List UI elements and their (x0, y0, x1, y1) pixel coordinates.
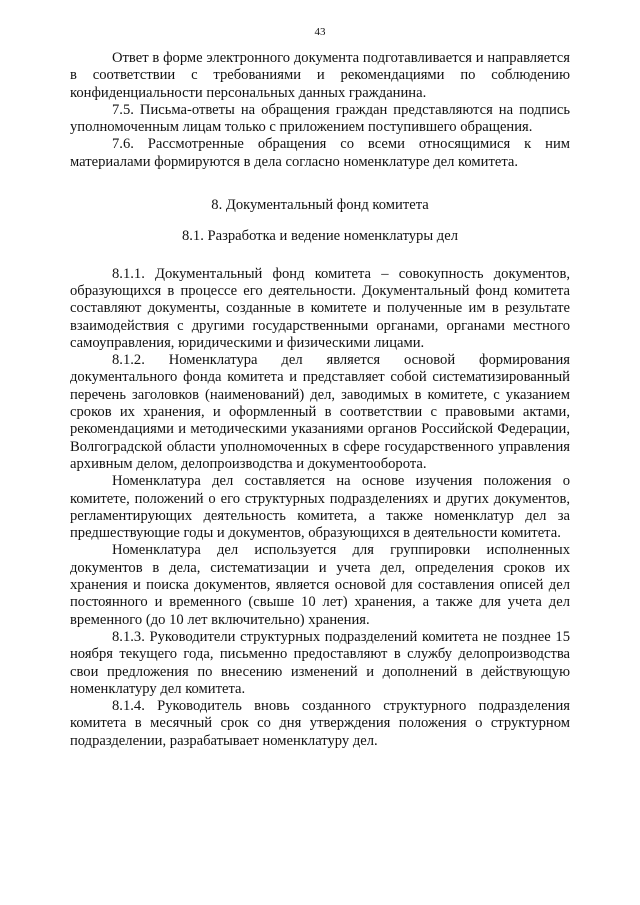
paragraph-8-1-1: 8.1.1. Документальный фонд комитета – совокупность документов, образующихся в процессе его деятельности. Документальный фонд комитета составляют документы, созданные в комитете и полученные им в результате взаимодействия с другими государственными органами, органами местного самоуправления, юридическими и физическими лицами. (70, 265, 570, 351)
page-number: 43 (314, 26, 326, 38)
paragraph-nomenclature-compiled: Номенклатура дел составляется на основе изучения положения о комитете, положений о его структурных подразделениях и других документов, регламентирующих деятельность комитета, а также номенклатур дел за предшествующие годы и документов, образующихся в деятельности комитета. (70, 473, 570, 542)
paragraph-7-6: 7.6. Рассмотренные обращения со всеми относящимися к ним материалами формируются в дела согласно номенклатуре дел комитета. (70, 136, 570, 170)
paragraph-8-1-3: 8.1.3. Руководители структурных подразделений комитета не позднее 15 ноября текущего года, письменно предоставляют в службу делопроизводства свои предложения по внесению изменений и дополнений в действующую номенклатуру дел комитета. (70, 628, 570, 697)
paragraph-electronic-response: Ответ в форме электронного документа подготавливается и направляется в соответствии с требованиями и рекомендациями по соблюдению конфиденциальности персональных данных гражданина. (70, 50, 570, 101)
paragraph-7-5: 7.5. Письма-ответы на обращения граждан представляются на подпись уполномоченным лицам только с приложением поступившего обращения. (70, 101, 570, 136)
paragraph-nomenclature-used: Номенклатура дел используется для группировки исполненных документов в дела, систематизации и учета дел, определения сроков их хранения и поиска документов, является основой для составления описей дел постоянного и временного (свыше 10 лет) хранения, а также для учета дел временного (до 10 лет включительно) хранения. (70, 542, 570, 628)
subsection-heading: 8.1. Разработка и ведение номенклатуры дел (181, 228, 458, 245)
section-heading: 8. Документальный фонд комитета (211, 197, 429, 214)
paragraph-8-1-2: 8.1.2. Номенклатура дел является основой формирования документального фонда комитета и представляет собой систематизированный перечень заголовков (наименований) дел, заводимых в комитете, с указанием сроков их хранения, и оформленный в соответствии с правовыми актами, рекомендациями и методическими указаниями органов Российской Федерации, Волгоградской области уполномоченных в сфере государственного управления архивным делом, делопроизводства и документооборота. (70, 352, 570, 472)
document-body (70, 50, 570, 750)
paragraph-8-1-4: 8.1.4. Руководитель вновь созданного структурного подразделения комитета в месячный срок со дня утверждения положения о структурном подразделении, разрабатывает номенклатуру дел. (70, 698, 570, 749)
